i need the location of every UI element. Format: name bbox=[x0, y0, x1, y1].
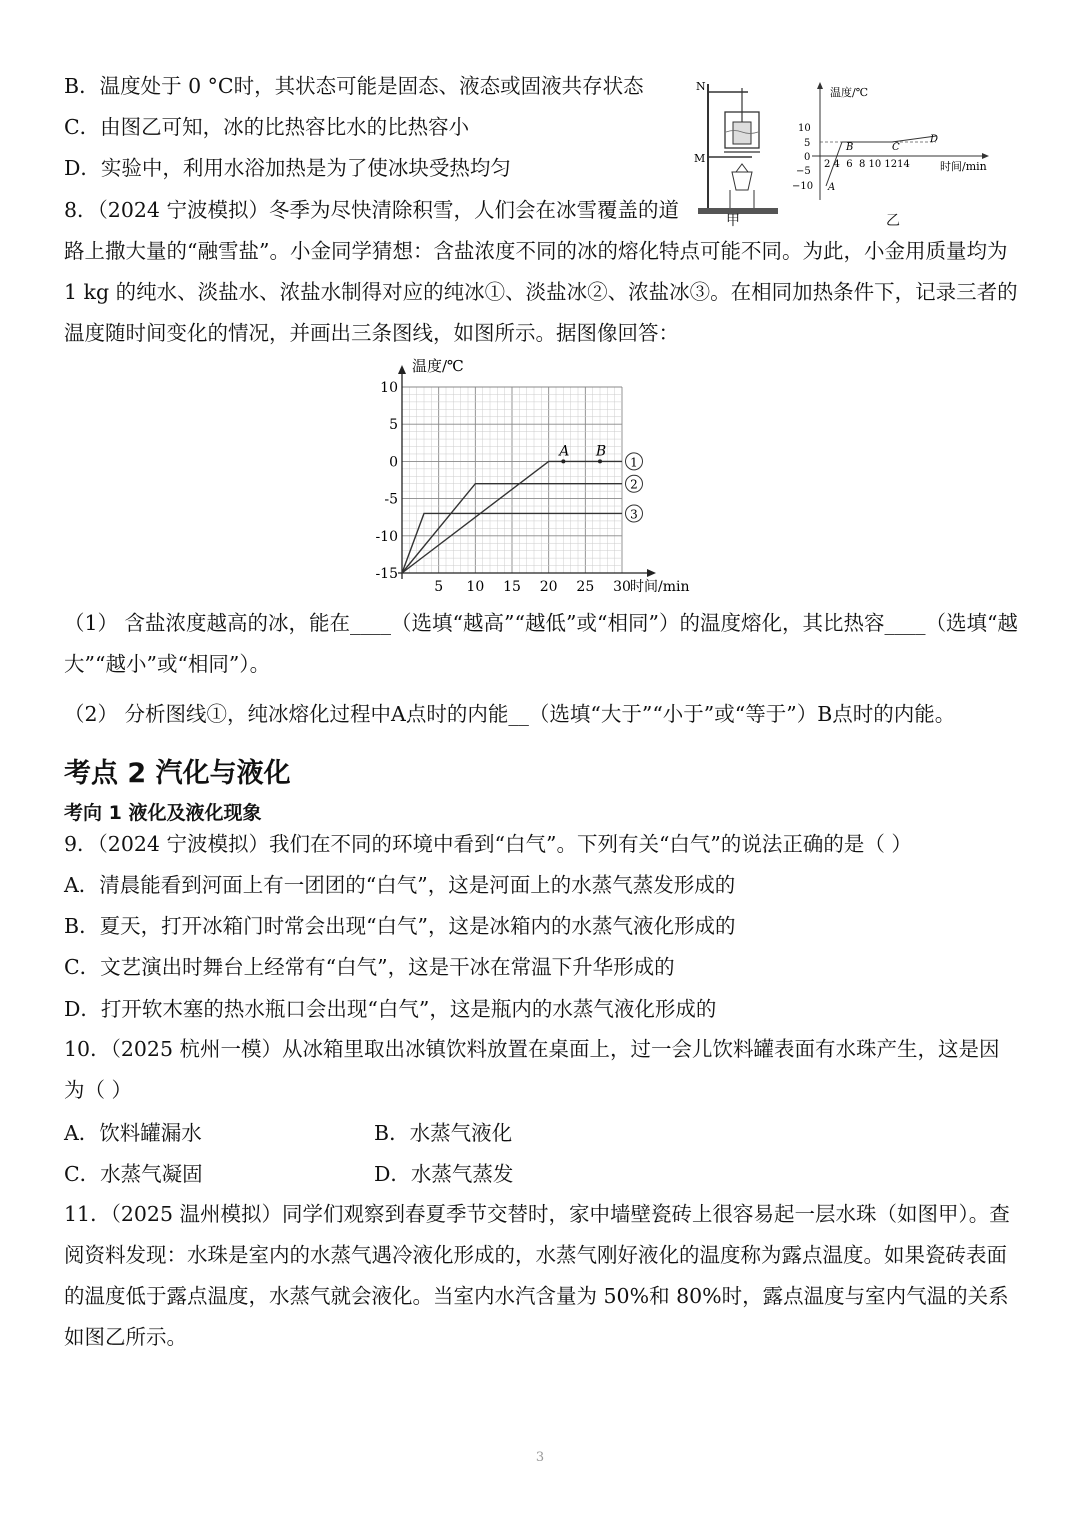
q7-option-d: D．实验中，利用水浴加热是为了使冰块受热均匀 bbox=[64, 156, 511, 180]
fig-yi-ytick-5: 5 bbox=[804, 138, 811, 149]
q10-option-d: D．水蒸气蒸发 bbox=[374, 1162, 514, 1186]
series-label-3: 3 bbox=[630, 507, 638, 522]
x-tick-label: 20 bbox=[539, 579, 558, 595]
y-tick-label: -5 bbox=[384, 491, 398, 508]
label-n: N bbox=[696, 80, 706, 93]
y-tick-label: 0 bbox=[389, 454, 398, 471]
figure-jia-apparatus bbox=[690, 72, 790, 232]
fig-yi-ytick-neg10: −10 bbox=[792, 181, 814, 192]
series-label-1: 1 bbox=[630, 455, 638, 470]
q8-sub2: （2） 分析图线①，纯冰熔化过程中A点时的内能__（选填“大于”“小于”或“等于”）B点时的内能。 bbox=[64, 702, 956, 726]
q9-option-a: A．清晨能看到河面上有一团团的“白气”，这是河面上的水蒸气蒸发形成的 bbox=[64, 873, 736, 897]
y-tick-label: -10 bbox=[375, 528, 398, 545]
q7-option-b: B．温度处于 0 °C时，其状态可能是固态、液态或固液共存状态 bbox=[64, 74, 644, 98]
q11-text: 11．（2025 温州模拟）同学们观察到春夏季节交替时，家中墙壁瓷砖上很容易起一层水珠（如图甲）。查阅资料发现：水珠是室内的水蒸气遇冷液化形成的，水蒸气刚好液化的温度称为露点温度。如果瓷砖表面的温度低于露点温度，水蒸气就会液化。当室内水汽含量为 50%和 80%时，露点温度与室内气温的关系如图乙所示。 bbox=[64, 1202, 1010, 1349]
figure-jia-caption: 甲 bbox=[726, 213, 740, 229]
x-tick-label: 5 bbox=[434, 579, 444, 595]
q9-option-c: C．文艺演出时舞台上经常有“白气”，这是干冰在常温下升华形成的 bbox=[64, 955, 675, 979]
q9-option-b: B．夏天，打开冰箱门时常会出现“白气”，这是冰箱内的水蒸气液化形成的 bbox=[64, 914, 736, 938]
y-tick-label: 10 bbox=[380, 380, 398, 396]
x-axis-label: 时间/min bbox=[630, 579, 690, 595]
fig-yi-ytick-neg5: −5 bbox=[796, 166, 811, 177]
label-m: M bbox=[694, 152, 706, 165]
q10-stem: 10．（2025 杭州一模）从冰箱里取出冰镇饮料放置在桌面上，过一会儿饮料罐表面有水珠产生，这是因为（ ） bbox=[64, 1037, 1000, 1102]
fig-yi-xlabel: 时间/min bbox=[940, 160, 987, 173]
q8-body: 路上撒大量的“融雪盐”。小金同学猜想：含盐浓度不同的冰的熔化特点可能不同。为此，小金用质量均为 1 kg 的纯水、淡盐水、浓盐水制得对应的纯冰①、淡盐冰②、浓盐冰③。在相同加热条件下，记录三者的温度随时间变化的情况，并画出三条图线，如图所示。据图像回答： bbox=[64, 239, 1018, 345]
x-tick-label: 30 bbox=[613, 579, 631, 595]
q8-line1: 8．（2024 宁波模拟）冬季为尽快清除积雪，人们会在冰雪覆盖的道 bbox=[64, 198, 679, 222]
page-number: 3 bbox=[535, 1450, 545, 1465]
section-subtitle: 考向 1 液化及液化现象 bbox=[64, 802, 262, 824]
series-label-2: 2 bbox=[630, 477, 638, 492]
figure-yi-graph bbox=[790, 78, 1010, 208]
y-tick-label: -15 bbox=[375, 566, 398, 582]
fig-yi-point-c: C bbox=[892, 142, 900, 153]
point-label-A: A bbox=[559, 443, 570, 460]
figure-yi-caption: 乙 bbox=[886, 213, 900, 229]
x-tick-label: 10 bbox=[466, 579, 485, 595]
y-axis-label: 温度/℃ bbox=[412, 357, 464, 375]
point-A bbox=[561, 459, 565, 463]
fig-yi-point-b: B bbox=[846, 142, 854, 153]
fig-yi-ytick-0: 0 bbox=[804, 152, 811, 163]
fig-yi-ylabel: 温度/℃ bbox=[830, 86, 869, 99]
fig-yi-xticks: 2 4 6 8 10 1214 bbox=[824, 159, 910, 170]
q10-option-a: A．饮料罐漏水 bbox=[64, 1121, 202, 1145]
q8-sub1: （1） 含盐浓度越高的冰，能在____（选填“越高”“越低”或“相同”）的温度熔化，其比热容____（选填“越大”“越小”或“相同”）。 bbox=[64, 611, 1018, 676]
x-tick-label: 25 bbox=[576, 579, 595, 595]
fig-yi-ytick-10: 10 bbox=[798, 123, 811, 134]
q10-option-c: C．水蒸气凝固 bbox=[64, 1162, 203, 1186]
y-axis-arrow bbox=[398, 365, 406, 374]
melting-chart bbox=[360, 355, 720, 600]
fig-yi-point-a: A bbox=[828, 182, 836, 193]
q7-option-c: C．由图乙可知，冰的比热容比水的比热容小 bbox=[64, 115, 470, 139]
q9-option-d: D．打开软木塞的热水瓶口会出现“白气”，这是瓶内的水蒸气液化形成的 bbox=[64, 997, 717, 1021]
x-tick-label: 15 bbox=[503, 579, 521, 595]
q9-stem: 9．（2024 宁波模拟）我们在不同的环境中看到“白气”。下列有关“白气”的说法正确的是（ ） bbox=[64, 832, 912, 856]
fig-yi-point-d: D bbox=[930, 134, 939, 145]
section-title: 考点 2 汽化与液化 bbox=[64, 758, 291, 789]
point-label-B: B bbox=[595, 443, 607, 460]
y-tick-label: 5 bbox=[389, 417, 398, 434]
x-axis-arrow bbox=[647, 569, 656, 577]
q10-option-b: B．水蒸气液化 bbox=[374, 1121, 513, 1145]
point-B bbox=[598, 459, 602, 463]
